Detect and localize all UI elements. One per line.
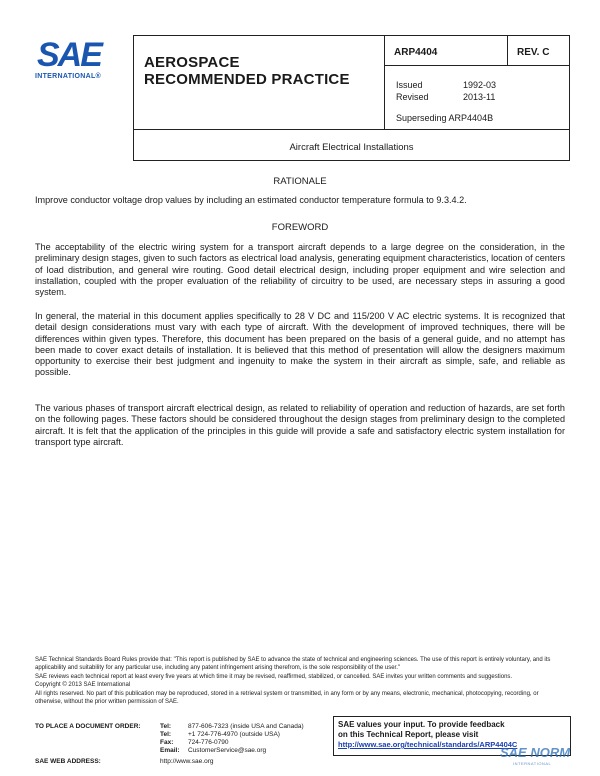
foreword-heading: FOREWORD xyxy=(271,222,329,233)
feedback-link[interactable]: http://www.sae.org/technical/standards/ARP4404C xyxy=(338,740,518,749)
footer-rights: All rights reserved. No part of this publication may be reproduced, stored in a retrieval system or transmitted, in any form or by any means, electronic, mechanical, photocopying, recording, or otherwise, without the prior written permission of SAE. xyxy=(35,691,539,705)
document-header-box xyxy=(133,35,570,161)
revised-label: Revised xyxy=(396,92,429,102)
logo-subtitle: INTERNATIONAL® xyxy=(35,73,102,80)
footer-notice-review: SAE reviews each technical report at least every five years at which time it may be revised, reaffirmed, stabilized, or cancelled. SAE invites your written comments and suggestions. xyxy=(35,673,513,680)
sae-logo xyxy=(35,38,115,83)
issued-label: Issued xyxy=(396,80,423,90)
document-type-line1: AEROSPACE xyxy=(144,54,240,71)
issued-value: 1992-03 xyxy=(463,80,497,90)
sae-web-link[interactable]: http://www.sae.org xyxy=(160,758,214,765)
foreword-paragraph-3: The various phases of transport aircraft electrical design, as related to reliability of operation and reduction of hazards, are set forth on the following pages. These factors should be considered throughout the design stages from preliminary design to the completed aircraft. It is felt that the application of the principles in this guide will provide a safe and satisfactory electric system installation for transport type aircraft. xyxy=(35,403,565,447)
document-revision: REV. C xyxy=(517,47,550,58)
header-divider-rev xyxy=(507,36,508,65)
legal-footer xyxy=(35,657,567,708)
logo-wordmark: SAE xyxy=(37,36,101,74)
header-divider-vertical xyxy=(384,36,385,129)
contact-key-tel-1: Tel: xyxy=(160,723,172,730)
foreword-paragraph-1: The acceptability of the electric wiring system for a transport aircraft depends to a large degree on the consideration, in the preliminary design stages, given to such factors as electrical load analysis, generating equipment characteristics, location of centers of load distribution, and general wire routing. Good detail electrical design, including proper equipment and wire selection and installation, coupled with the proper evaluation of the reliability of circuitry to be used, are necessary steps in assuring a good system. xyxy=(35,242,565,298)
contact-key-tel-2: Tel: xyxy=(160,731,172,738)
contact-email[interactable]: CustomerService@sae.org xyxy=(188,747,267,754)
watermark-stamp: SAE NORM xyxy=(500,745,571,760)
supersedes-note: Superseding ARP4404B xyxy=(396,113,494,123)
rationale-text: Improve conductor voltage drop values by including an estimated conductor temperature formula to 9.3.4.2. xyxy=(35,195,467,205)
document-type-line2: RECOMMENDED PRACTICE xyxy=(144,71,350,88)
contact-key-email: Email: xyxy=(160,747,180,754)
header-divider-horizontal xyxy=(134,129,570,130)
revised-value: 2013-11 xyxy=(463,92,496,102)
contact-fax: 724-776-0790 xyxy=(188,739,229,746)
document-subject: Aircraft Electrical Installations xyxy=(289,142,414,153)
web-address-label: SAE WEB ADDRESS: xyxy=(35,758,101,765)
footer-notice-voluntary: SAE Technical Standards Board Rules provide that: "This report is published by SAE to advance the state of technical and engineering sciences. The use of this report is entirely voluntary, and its applicability and suitability for any particular use, including any patent infringement arising therefrom, is the sole responsibility of the user." xyxy=(35,657,551,671)
footer-copyright: Copyright © 2013 SAE International xyxy=(35,682,131,689)
header-divider-doc xyxy=(384,65,570,66)
feedback-line-2: on this Technical Report, please visit xyxy=(338,730,479,739)
contact-tel-international: +1 724-776-4970 (outside USA) xyxy=(188,731,280,738)
document-number: ARP4404 xyxy=(394,47,438,58)
contact-key-fax: Fax: xyxy=(160,739,174,746)
order-label: TO PLACE A DOCUMENT ORDER: xyxy=(35,723,141,730)
foreword-paragraph-2: In general, the material in this document applies specifically to 28 V DC and 115/200 V AC electric systems. It is recognized that detail design considerations must vary with each type of aircraft. With the development of improved techniques, there will be differences within given types. Therefore, this document has been prepared on the basis of a general guide, and no attempt has been made to cover exact details of installation. It is believed that this method of presentation will allow the designers maximum opportunity to exercise their best judgment and ingenuity to make the system in their aircraft as simple, safe, and reliable as possible. xyxy=(35,311,565,378)
watermark-stamp-subtitle: INTERNATIONAL xyxy=(513,761,552,766)
rationale-heading: RATIONALE xyxy=(273,176,327,187)
feedback-line-1: SAE values your input. To provide feedback xyxy=(338,720,505,729)
contact-tel-domestic: 877-606-7323 (inside USA and Canada) xyxy=(188,723,304,730)
